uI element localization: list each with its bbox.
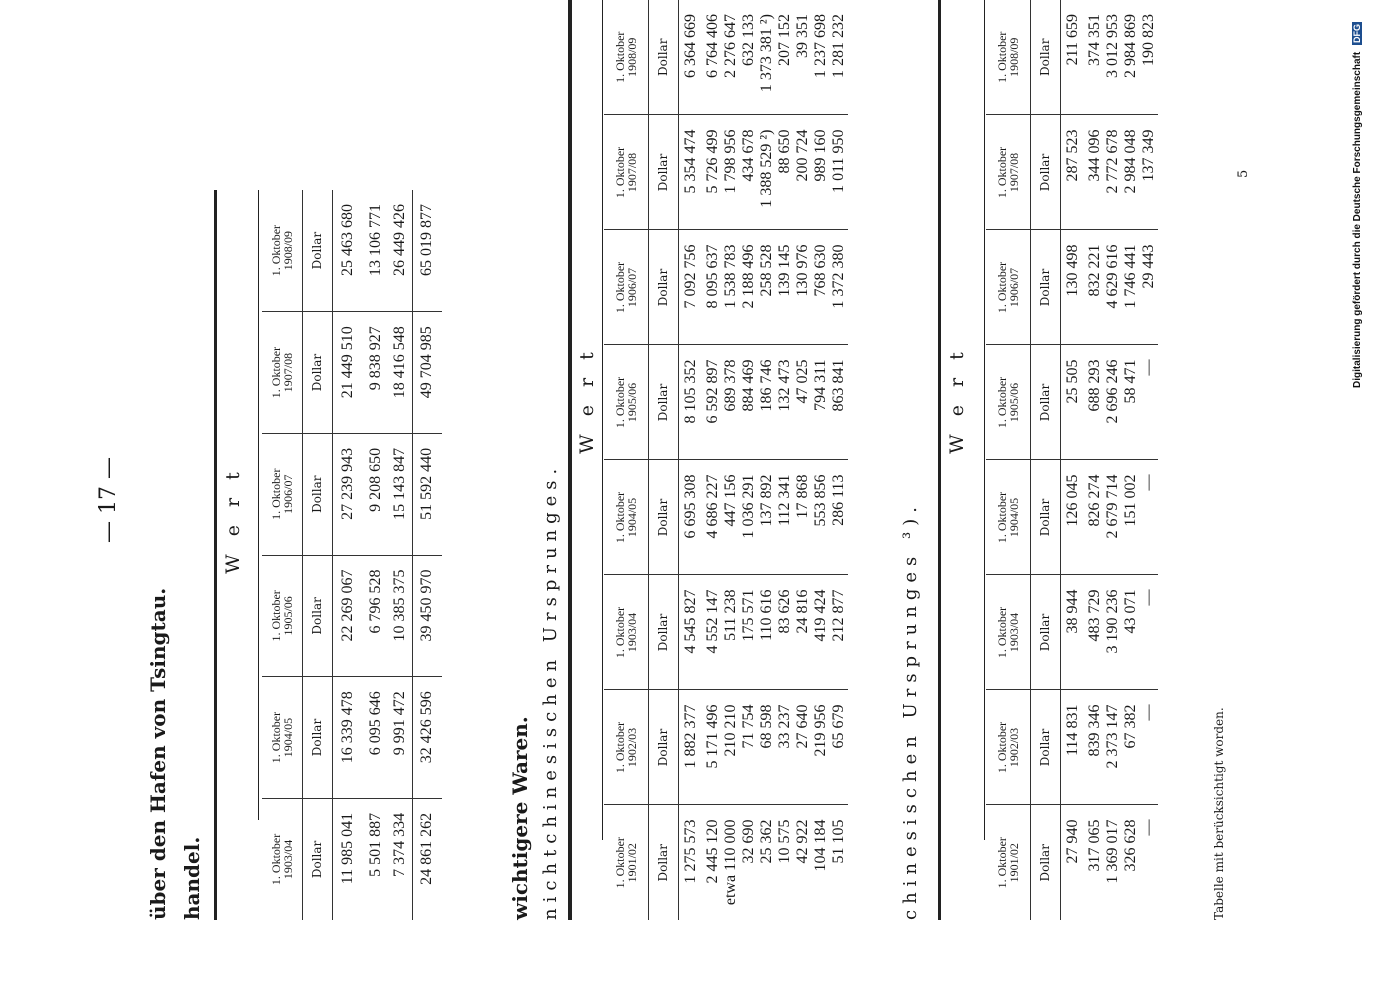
table-cell: 219 956 xyxy=(812,690,830,805)
table-cell: 65 679 xyxy=(830,690,848,805)
unit-label: Dollar xyxy=(648,115,678,230)
table-cell: 200 724 xyxy=(794,115,812,230)
table-cell: 1 746 441 xyxy=(1122,230,1140,345)
column-header: 1. Oktober 1906/07 xyxy=(604,230,648,345)
table-cell: 3 190 236 xyxy=(1104,575,1122,690)
unit-label: Dollar xyxy=(1030,575,1060,690)
table-cell: 5 501 887 xyxy=(367,812,384,877)
table-cell: 207 152 xyxy=(776,0,794,115)
table-cell: 212 877 xyxy=(830,575,848,690)
table-cell: 58 471 xyxy=(1122,345,1140,460)
table-cell: 29 443 xyxy=(1140,230,1158,345)
unit-label: Dollar xyxy=(1030,690,1060,805)
column-header: 1. Oktober 1907/08 xyxy=(262,312,302,434)
table-row xyxy=(704,0,722,920)
table-row xyxy=(776,0,794,920)
table-cell: 6 796 528 xyxy=(364,555,388,677)
credit-text: Digitalisierung gefördert durch die Deutsche Forschungsgemeinschaft xyxy=(1352,51,1363,388)
table-cell: 27 940 xyxy=(1064,819,1082,864)
table-cell: 287 523 xyxy=(1060,115,1086,230)
table-cell: 130 498 xyxy=(1060,230,1086,345)
total-cell: 65 019 877 xyxy=(412,190,442,312)
column-header: 1. Oktober 1903/04 xyxy=(986,575,1030,690)
total-cell: 49 704 985 xyxy=(412,312,442,434)
dfg-logo: DFG xyxy=(1352,24,1362,44)
table-cell: 1 275 573 xyxy=(682,819,700,884)
table-row xyxy=(332,190,364,920)
table-cell: 68 598 xyxy=(758,690,776,805)
table-cell: 126 045 xyxy=(1060,460,1086,575)
table-cell: 2 696 246 xyxy=(1104,345,1122,460)
table-cell: 344 096 xyxy=(1086,115,1104,230)
table-cell: 175 571 xyxy=(740,575,758,690)
table-cell: 139 145 xyxy=(776,230,794,345)
table-cell: 5 354 474 xyxy=(678,115,704,230)
table-cell: 374 351 xyxy=(1086,0,1104,115)
table-cell: 16 339 478 xyxy=(332,677,364,799)
table-cell: — xyxy=(1140,460,1158,575)
table-cell: 43 071 xyxy=(1122,575,1140,690)
table-row xyxy=(1140,0,1158,920)
table-cell: 632 133 xyxy=(740,0,758,115)
table-cell: 1 237 698 xyxy=(812,0,830,115)
unit-label: Dollar xyxy=(1030,230,1060,345)
table-cell: 2 373 147 xyxy=(1104,690,1122,805)
table1-group-label: W e r t xyxy=(222,466,244,574)
table-cell: — xyxy=(1140,690,1158,805)
total-cell: 39 450 970 xyxy=(412,555,442,677)
table-cell: 884 469 xyxy=(740,345,758,460)
table-cell: 2 679 714 xyxy=(1104,460,1122,575)
table2-group-rule xyxy=(602,0,603,840)
column-header: 1. Oktober 1908/09 xyxy=(604,0,648,115)
table-cell: 137 349 xyxy=(1140,115,1158,230)
table-cell: 32 690 xyxy=(740,819,757,864)
table-cell: 419 424 xyxy=(812,575,830,690)
table-cell: 6 364 669 xyxy=(678,0,704,115)
table-cell: 1 388 529 ²) xyxy=(758,115,776,230)
table-cell: — xyxy=(1140,575,1158,690)
table-cell: 26 449 426 xyxy=(388,190,412,312)
table-cell: 4 552 147 xyxy=(704,575,722,690)
table-row xyxy=(364,190,388,920)
table-cell: 326 628 xyxy=(1122,819,1139,872)
section2-subheading: nichtchinesischen Ursprunges. xyxy=(540,462,561,920)
table-cell: 8 105 352 xyxy=(678,345,704,460)
table-cell: etwa 110 000 xyxy=(722,819,739,906)
unit-label: Dollar xyxy=(648,460,678,575)
table-cell: 768 630 xyxy=(812,230,830,345)
table-cell: 1 882 377 xyxy=(678,690,704,805)
total-cell: 24 861 262 xyxy=(412,798,442,920)
table-cell: 5 171 496 xyxy=(704,690,722,805)
table-cell: 9 838 927 xyxy=(364,312,388,434)
table-cell: 839 346 xyxy=(1086,690,1104,805)
table-cell: 15 143 847 xyxy=(388,433,412,555)
table-cell: 6 095 646 xyxy=(364,677,388,799)
table-row xyxy=(794,0,812,920)
total-cell: 32 426 596 xyxy=(412,677,442,799)
unit-label: Dollar xyxy=(1030,805,1060,920)
table-cell: 1 538 783 xyxy=(722,230,740,345)
unit-label: Dollar xyxy=(302,190,332,312)
table-cell: 104 184 xyxy=(812,819,829,872)
table-cell: 689 378 xyxy=(722,345,740,460)
column-header: 1. Oktober 1907/08 xyxy=(986,115,1030,230)
column-header: 1. Oktober 1901/02 xyxy=(604,805,648,920)
table-cell: 832 221 xyxy=(1086,230,1104,345)
table-cell: 794 311 xyxy=(812,345,830,460)
table-cell: 1 369 017 xyxy=(1104,819,1121,884)
table-cell: 132 473 xyxy=(776,345,794,460)
table-cell: 434 678 xyxy=(740,115,758,230)
table-cell: 114 831 xyxy=(1060,690,1086,805)
table-row xyxy=(758,0,776,920)
table-cell: 47 025 xyxy=(794,345,812,460)
table-cell: 137 892 xyxy=(758,460,776,575)
table-row xyxy=(1104,0,1122,920)
table-cell: 2 445 120 xyxy=(704,819,721,884)
table-cell: — xyxy=(1140,819,1157,836)
table1 xyxy=(262,190,442,920)
table-cell: 130 976 xyxy=(794,230,812,345)
table-cell: 186 746 xyxy=(758,345,776,460)
unit-label: Dollar xyxy=(648,690,678,805)
table-cell: 483 729 xyxy=(1086,575,1104,690)
table-cell: 1 036 291 xyxy=(740,460,758,575)
table-row xyxy=(388,190,412,920)
column-header: 1. Oktober 1905/06 xyxy=(986,345,1030,460)
table-cell: 88 650 xyxy=(776,115,794,230)
column-header: 1. Oktober 1902/03 xyxy=(604,690,648,805)
table-cell: 2 188 496 xyxy=(740,230,758,345)
unit-label: Dollar xyxy=(1030,0,1060,115)
table-cell: 67 382 xyxy=(1122,690,1140,805)
table3 xyxy=(986,0,1158,920)
table-cell: 25 505 xyxy=(1060,345,1086,460)
column-header: 1. Oktober 1901/02 xyxy=(986,805,1030,920)
unit-label: Dollar xyxy=(1030,460,1060,575)
table-cell: 1 281 232 xyxy=(830,0,848,115)
table-cell: 42 922 xyxy=(794,819,811,864)
table-row xyxy=(1060,0,1086,920)
table-cell: 286 113 xyxy=(830,460,848,575)
column-header: 1. Oktober 1904/05 xyxy=(262,677,302,799)
table3-group-rule xyxy=(984,0,985,840)
table-cell: 51 105 xyxy=(830,819,847,864)
unit-label: Dollar xyxy=(648,345,678,460)
table-row xyxy=(1086,0,1104,920)
table-cell: 1 372 380 xyxy=(830,230,848,345)
table-row xyxy=(830,0,848,920)
table3-top-rule xyxy=(938,0,941,920)
table-cell: 151 002 xyxy=(1122,460,1140,575)
table-cell: 2 772 678 xyxy=(1104,115,1122,230)
section3-subheading: chinesischen Ursprunges ³). xyxy=(900,501,921,920)
table-cell: 24 816 xyxy=(794,575,812,690)
table-cell: 2 984 869 xyxy=(1122,0,1140,115)
column-header: 1. Oktober 1908/09 xyxy=(262,190,302,312)
table-cell: 210 210 xyxy=(722,690,740,805)
unit-label: Dollar xyxy=(302,677,332,799)
column-header: 1. Oktober 1905/06 xyxy=(604,345,648,460)
table-cell: 317 065 xyxy=(1086,819,1103,872)
column-header: 1. Oktober 1903/04 xyxy=(604,575,648,690)
total-cell: 51 592 440 xyxy=(412,433,442,555)
table-cell: 826 274 xyxy=(1086,460,1104,575)
table-cell: 33 237 xyxy=(776,690,794,805)
table-cell: 989 160 xyxy=(812,115,830,230)
table-cell: 11 985 041 xyxy=(339,812,357,885)
unit-label: Dollar xyxy=(648,230,678,345)
table-cell: 447 156 xyxy=(722,460,740,575)
table-cell: 4 686 227 xyxy=(704,460,722,575)
table-cell: 13 106 771 xyxy=(364,190,388,312)
table-cell: 17 868 xyxy=(794,460,812,575)
table-cell: 511 238 xyxy=(722,575,740,690)
table-cell: 258 528 xyxy=(758,230,776,345)
table1-top-rule xyxy=(214,190,217,920)
table-cell: 4 629 616 xyxy=(1104,230,1122,345)
table-cell: 10 575 xyxy=(776,819,793,864)
column-header: 1. Oktober 1906/07 xyxy=(986,230,1030,345)
table-cell: 38 944 xyxy=(1060,575,1086,690)
table-cell: 83 626 xyxy=(776,575,794,690)
table-cell: 110 616 xyxy=(758,575,776,690)
table-cell: 190 823 xyxy=(1140,0,1158,115)
table-cell: 21 449 510 xyxy=(332,312,364,434)
footer-page-number: 5 xyxy=(1236,169,1251,178)
table-cell: 71 754 xyxy=(740,690,758,805)
table-cell: 5 726 499 xyxy=(704,115,722,230)
footnote: Tabelle mit berücksichtigt worden. xyxy=(1212,707,1226,920)
table2 xyxy=(604,0,848,920)
table-cell: 6 592 897 xyxy=(704,345,722,460)
table-cell: 6 695 308 xyxy=(678,460,704,575)
unit-label: Dollar xyxy=(648,805,678,920)
table-cell: 9 991 472 xyxy=(388,677,412,799)
column-header: 1. Oktober 1907/08 xyxy=(604,115,648,230)
table-cell: 9 208 650 xyxy=(364,433,388,555)
unit-label: Dollar xyxy=(648,0,678,115)
table-cell: 27 239 943 xyxy=(332,433,364,555)
table-cell: 1 798 956 xyxy=(722,115,740,230)
table-cell: 2 984 048 xyxy=(1122,115,1140,230)
table-cell: 7 374 334 xyxy=(390,812,408,877)
table-row xyxy=(812,0,830,920)
table-cell: 863 841 xyxy=(830,345,848,460)
table-cell: 22 269 067 xyxy=(332,555,364,677)
table-cell: 10 385 375 xyxy=(388,555,412,677)
table-cell: 7 092 756 xyxy=(678,230,704,345)
page-title: über den Hafen von Tsingtau. xyxy=(146,587,170,920)
column-header: 1. Oktober 1903/04 xyxy=(262,798,302,920)
section-heading: handel. xyxy=(180,836,204,920)
total-row xyxy=(412,190,442,920)
table-cell: 3 012 953 xyxy=(1104,0,1122,115)
digitization-credit xyxy=(1352,22,1363,388)
table-cell: 18 416 548 xyxy=(388,312,412,434)
table-cell: 2 276 647 xyxy=(722,0,740,115)
table-cell: 39 351 xyxy=(794,0,812,115)
table-cell: 25 463 680 xyxy=(332,190,364,312)
table-cell: 6 764 406 xyxy=(704,0,722,115)
table1-group-rule xyxy=(258,190,259,820)
table-cell: 688 293 xyxy=(1086,345,1104,460)
table-cell: 8 095 637 xyxy=(704,230,722,345)
table-cell: 1 011 950 xyxy=(830,115,848,230)
table-cell: 211 659 xyxy=(1060,0,1086,115)
table2-group-label: W e r t xyxy=(576,346,598,454)
column-header: 1. Oktober 1902/03 xyxy=(986,690,1030,805)
table3-group-label: W e r t xyxy=(946,346,968,454)
table-cell: 27 640 xyxy=(794,690,812,805)
column-header: 1. Oktober 1904/05 xyxy=(986,460,1030,575)
unit-label: Dollar xyxy=(302,312,332,434)
unit-label: Dollar xyxy=(1030,115,1060,230)
column-header: 1. Oktober 1904/05 xyxy=(604,460,648,575)
table-cell: 112 341 xyxy=(776,460,794,575)
table-cell: 4 545 827 xyxy=(678,575,704,690)
table-row xyxy=(740,0,758,920)
table-cell: 1 373 381 ²) xyxy=(758,0,776,115)
unit-label: Dollar xyxy=(648,575,678,690)
column-header: 1. Oktober 1905/06 xyxy=(262,555,302,677)
column-header: 1. Oktober 1908/09 xyxy=(986,0,1030,115)
unit-label: Dollar xyxy=(1030,345,1060,460)
unit-label: Dollar xyxy=(302,555,332,677)
table-row xyxy=(1122,0,1140,920)
table-cell: — xyxy=(1140,345,1158,460)
table2-top-rule xyxy=(568,0,572,920)
table-cell: 553 856 xyxy=(812,460,830,575)
table-cell: 25 362 xyxy=(758,819,775,864)
unit-label: Dollar xyxy=(302,433,332,555)
page-number: — 17 — xyxy=(96,457,121,543)
table-row xyxy=(722,0,740,920)
section2-heading: wichtigere Waren. xyxy=(508,716,532,920)
unit-label: Dollar xyxy=(302,798,332,920)
column-header: 1. Oktober 1906/07 xyxy=(262,433,302,555)
table-row xyxy=(678,0,704,920)
